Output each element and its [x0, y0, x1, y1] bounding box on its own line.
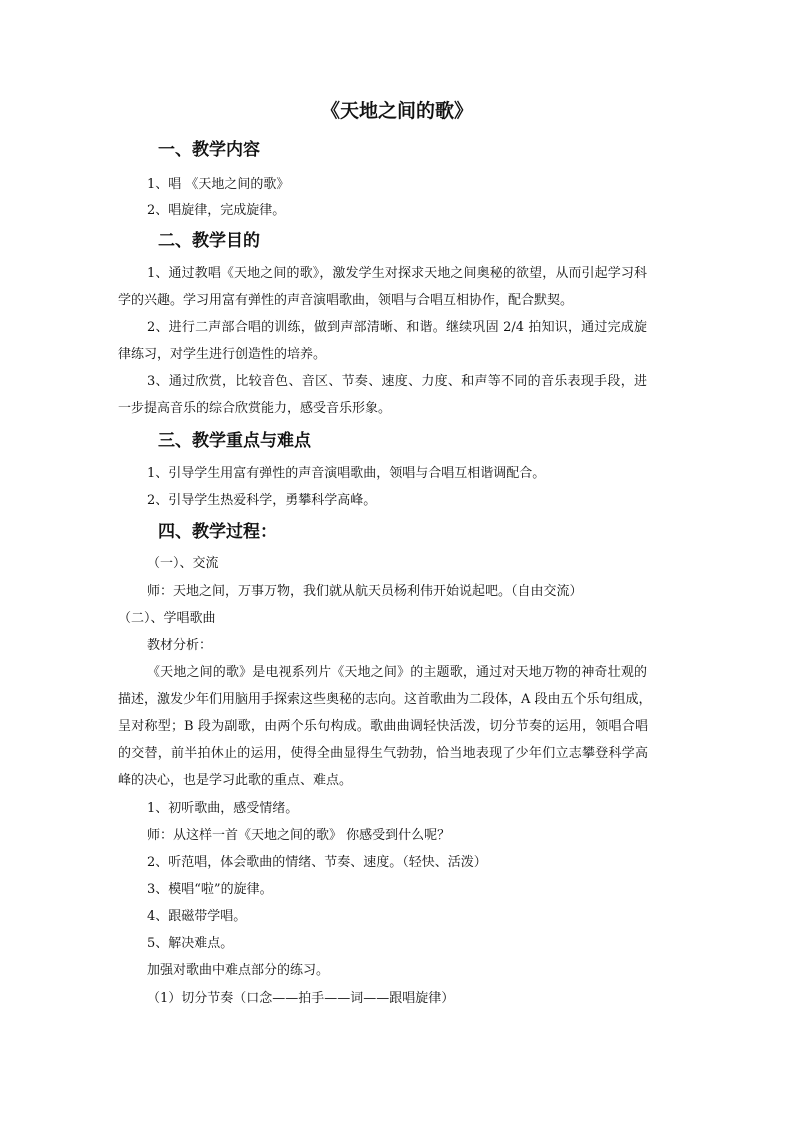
objective-1-line-1: 1、通过教唱《天地之间的歌》，激发学生对探求天地之间奥秘的欲望，从而引起学习科 — [147, 266, 647, 281]
section-heading-objectives: 二、教学目的 — [158, 231, 260, 251]
key-point-2: 2、引导学生热爱科学，勇攀科学高峰。 — [147, 493, 377, 508]
analysis-line-4: 的交替，前半拍休止的运用，使得全曲显得生气勃勃，恰当地表现了少年们立志攀登科学高 — [118, 746, 648, 761]
step-5: 5、解决难点。 — [147, 936, 234, 951]
exchange-text: 师：天地之间，万事万物，我们就从航天员杨利伟开始说起吧。（自由交流） — [147, 584, 583, 599]
step-1: 1、初听歌曲，感受情绪。 — [147, 801, 299, 816]
analysis-line-3: 呈对称型；B 段为副歌，由两个乐句构成。歌曲曲调轻快活泼，切分节奏的运用，领唱合唱 — [118, 719, 648, 734]
syncopation-practice: （1）切分节奏（口念——拍手——词——跟唱旋律） — [147, 991, 455, 1006]
section-heading-key-points: 三、教学重点与难点 — [158, 431, 311, 451]
document-title: 《天地之间的歌》 — [320, 100, 473, 122]
section-heading-content: 一、教学内容 — [158, 140, 260, 160]
step-2: 2、听范唱，体会歌曲的情绪、节奏、速度。（轻快、活泼） — [147, 855, 487, 870]
objective-2-line-2: 律练习，对学生进行创造性的培养。 — [118, 347, 327, 362]
key-point-1: 1、引导学生用富有弹性的声音演唱歌曲，领唱与合唱互相谐调配合。 — [147, 466, 546, 481]
content-item-1: 1、唱 《天地之间的歌》 — [147, 177, 290, 192]
subsection-exchange: （一）、交流 — [147, 556, 219, 571]
analysis-line-2: 描述，激发少年们用脑用手探索这些奥秘的志向。这首歌曲为二段体，A 段由五个乐句组成， — [118, 692, 652, 707]
difficulty-practice: 加强对歌曲中难点部分的练习。 — [147, 963, 330, 978]
teacher-question: 师：从这样一首《天地之间的歌》 你感受到什么呢？ — [147, 828, 451, 843]
objective-3-line-2: 一步提高音乐的综合欣赏能力，感受音乐形象。 — [118, 401, 392, 416]
objective-2-line-1: 2、进行二声部合唱的训练，做到声部清晰、和谐。继续巩固 2/4 拍知识，通过完成旋 — [147, 320, 647, 335]
objective-3-line-1: 3、通过欣赏，比较音色、音区、节奏、速度、力度、和声等不同的音乐表现手段，进 — [147, 374, 647, 389]
objective-1-line-2: 学的兴趣。学习用富有弹性的声音演唱歌曲，领唱与合唱互相协作，配合默契。 — [118, 293, 574, 308]
step-3: 3、模唱“啦”的旋律。 — [147, 882, 273, 897]
section-heading-process: 四、教学过程： — [158, 522, 277, 542]
content-item-2: 2、唱旋律，完成旋律。 — [147, 203, 286, 218]
subsection-learn-song: （二）、学唱歌曲 — [118, 611, 216, 626]
analysis-label: 教材分析： — [147, 638, 213, 653]
analysis-line-5: 峰的决心，也是学习此歌的重点、难点。 — [118, 773, 353, 788]
analysis-line-1: 《天地之间的歌》是电视系列片《天地之间》的主题歌，通过对天地万物的神奇壮观的 — [147, 665, 647, 680]
step-4: 4、跟磁带学唱。 — [147, 909, 247, 924]
